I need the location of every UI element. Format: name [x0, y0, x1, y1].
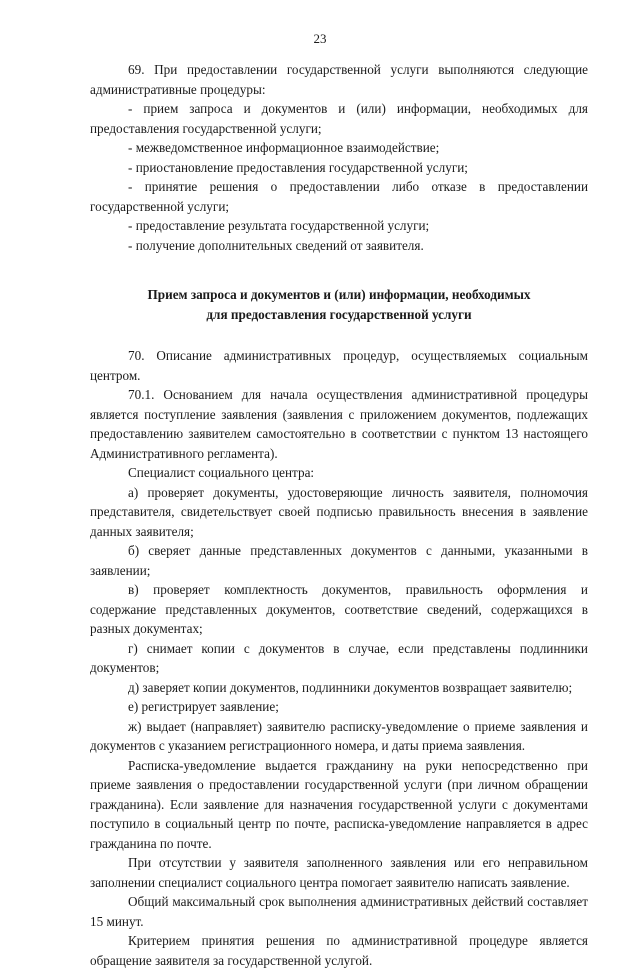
- section-heading: [90, 285, 588, 324]
- list-item: - принятие решения о предоставлении либо отказе в предоставлении государственной услуги;: [90, 179, 588, 214]
- list-item: а) проверяет документы, удостоверяющие личность заявителя, полномочия представителя, свидетельствует своей подписью правильность внесения в заявление данных заявителя;: [90, 484, 588, 539]
- paragraph: 70. Описание административных процедур, осуществляемых социальным центром.: [90, 348, 588, 383]
- list-item: - предоставление результата государственной услуги;: [128, 218, 430, 233]
- list-item: б) сверяет данные представленных документов с данными, указанными в заявлении;: [90, 543, 588, 578]
- page-number: 23: [313, 31, 327, 46]
- list-item: в) проверяет комплектность документов, правильность оформления и содержание представленных документов, соответствие сведений, содержащихся в разных документах;: [90, 582, 588, 636]
- paragraph: Общий максимальный срок выполнения административных действий составляет 15 минут.: [90, 894, 588, 929]
- paragraph: При отсутствии у заявителя заполненного заявления или его неправильном заполнении специалист социального центра помогает заявителю написать заявление.: [90, 855, 588, 890]
- paragraph: 70.1. Основанием для начала осуществления административной процедуры является поступление заявления (заявления с приложением документов, подлежащих предоставлению заявителем самостоятельно в соответствии с пунктом 13 настоящего Административного регламента).: [90, 387, 588, 461]
- section-heading-line: для предоставления государственной услуги: [206, 306, 472, 322]
- list-item: д) заверяет копии документов, подлинники документов возвращает заявителю;: [128, 679, 573, 695]
- list-item: ж) выдает (направляет) заявителю расписку-уведомление о приеме заявления и документов с указанием регистрационного номера, и даты приема заявления.: [90, 718, 588, 753]
- list-item: - межведомственное информационное взаимодействие;: [128, 140, 440, 155]
- list-item: е) регистрирует заявление;: [128, 699, 279, 714]
- paragraph: Расписка-уведомление выдается гражданину на руки непосредственно при приеме заявления о предоставлении государственной услуги (при личном обращении гражданина). Если заявление для назначения государственной услуги с документами поступило в социальный центр по почте, расписка-уведомление направляется в адрес гражданина по почте.: [90, 757, 588, 851]
- list-item: - приостановление предоставления государственной услуги;: [128, 159, 468, 175]
- page-content: [90, 60, 588, 970]
- section-heading-line: Прием запроса и документов и (или) информации, необходимых: [147, 287, 531, 302]
- paragraph: Специалист социального центра:: [128, 465, 315, 480]
- paragraph: 69. При предоставлении государственной услуги выполняются следующие административные процедуры:: [90, 62, 588, 97]
- list-item: г) снимает копии с документов в случае, если представлены подлинники документов;: [90, 640, 588, 675]
- list-item: - получение дополнительных сведений от заявителя.: [128, 237, 424, 253]
- list-item: - прием запроса и документов и (или) информации, необходимых для предоставления государственной услуги;: [90, 101, 588, 136]
- paragraph: Критерием принятия решения по административной процедуре является обращение заявителя за государственной услугой.: [90, 933, 588, 968]
